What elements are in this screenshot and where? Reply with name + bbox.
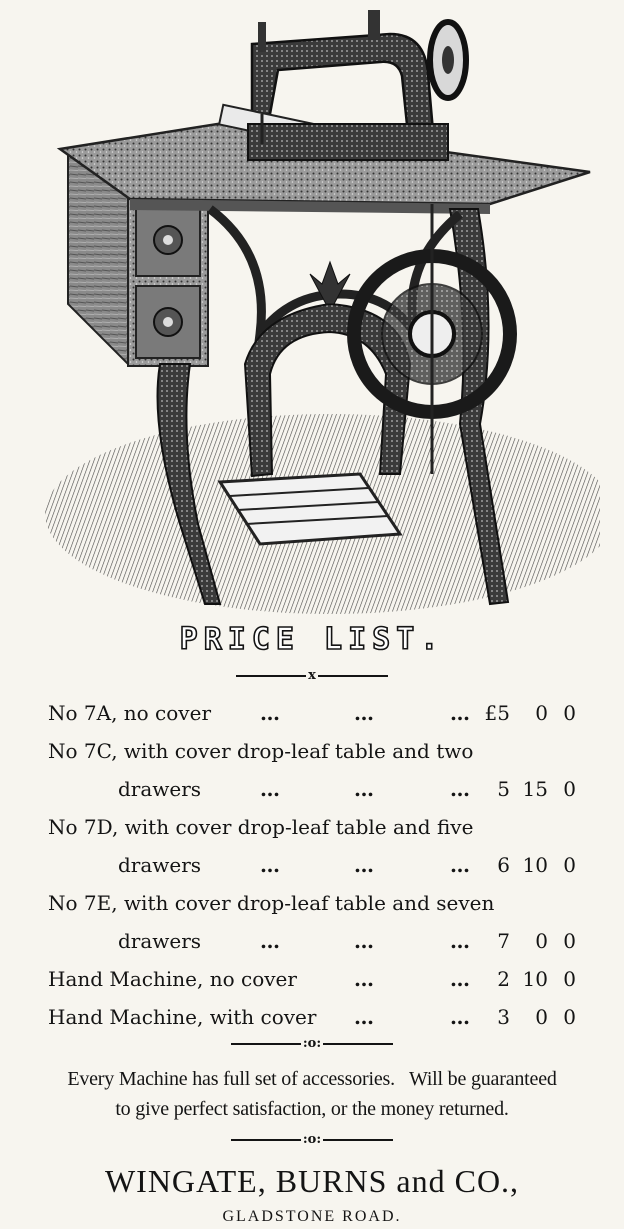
divider-bottom: :o: xyxy=(0,1132,624,1147)
price-row: No 7D, with cover drop-leaf table and five drawers … … … 6 10 0 xyxy=(48,815,576,877)
sewing-machine-illustration xyxy=(30,4,600,616)
notice-line-2: to give perfect satisfaction, or the money returned. xyxy=(115,1098,509,1120)
guarantee-notice xyxy=(0,1064,624,1124)
price-row: Hand Machine, no cover … … 2 10 0 xyxy=(48,967,576,991)
price-list xyxy=(46,694,596,1036)
price-row: No 7A, no cover … … … £5 0 0 xyxy=(48,701,576,725)
divider-top: x xyxy=(0,668,624,683)
firm-name: WINGATE, BURNS and CO., xyxy=(104,1163,520,1199)
address: GLADSTONE ROAD. xyxy=(222,1208,402,1225)
price-row: Hand Machine, with cover … … 3 0 0 xyxy=(48,1005,576,1029)
price-list-title: PRICE LIST. xyxy=(179,622,445,657)
divider-middle: :o: xyxy=(0,1036,624,1051)
notice-line-1: Every Machine has full set of accessories. Will be guaranteed xyxy=(67,1068,557,1090)
machine-bed xyxy=(248,124,448,160)
price-row: No 7E, with cover drop-leaf table and seven drawers … … … 7 0 0 xyxy=(48,891,576,953)
price-row: No 7C, with cover drop-leaf table and two drawers … … … 5 15 0 xyxy=(48,739,576,801)
